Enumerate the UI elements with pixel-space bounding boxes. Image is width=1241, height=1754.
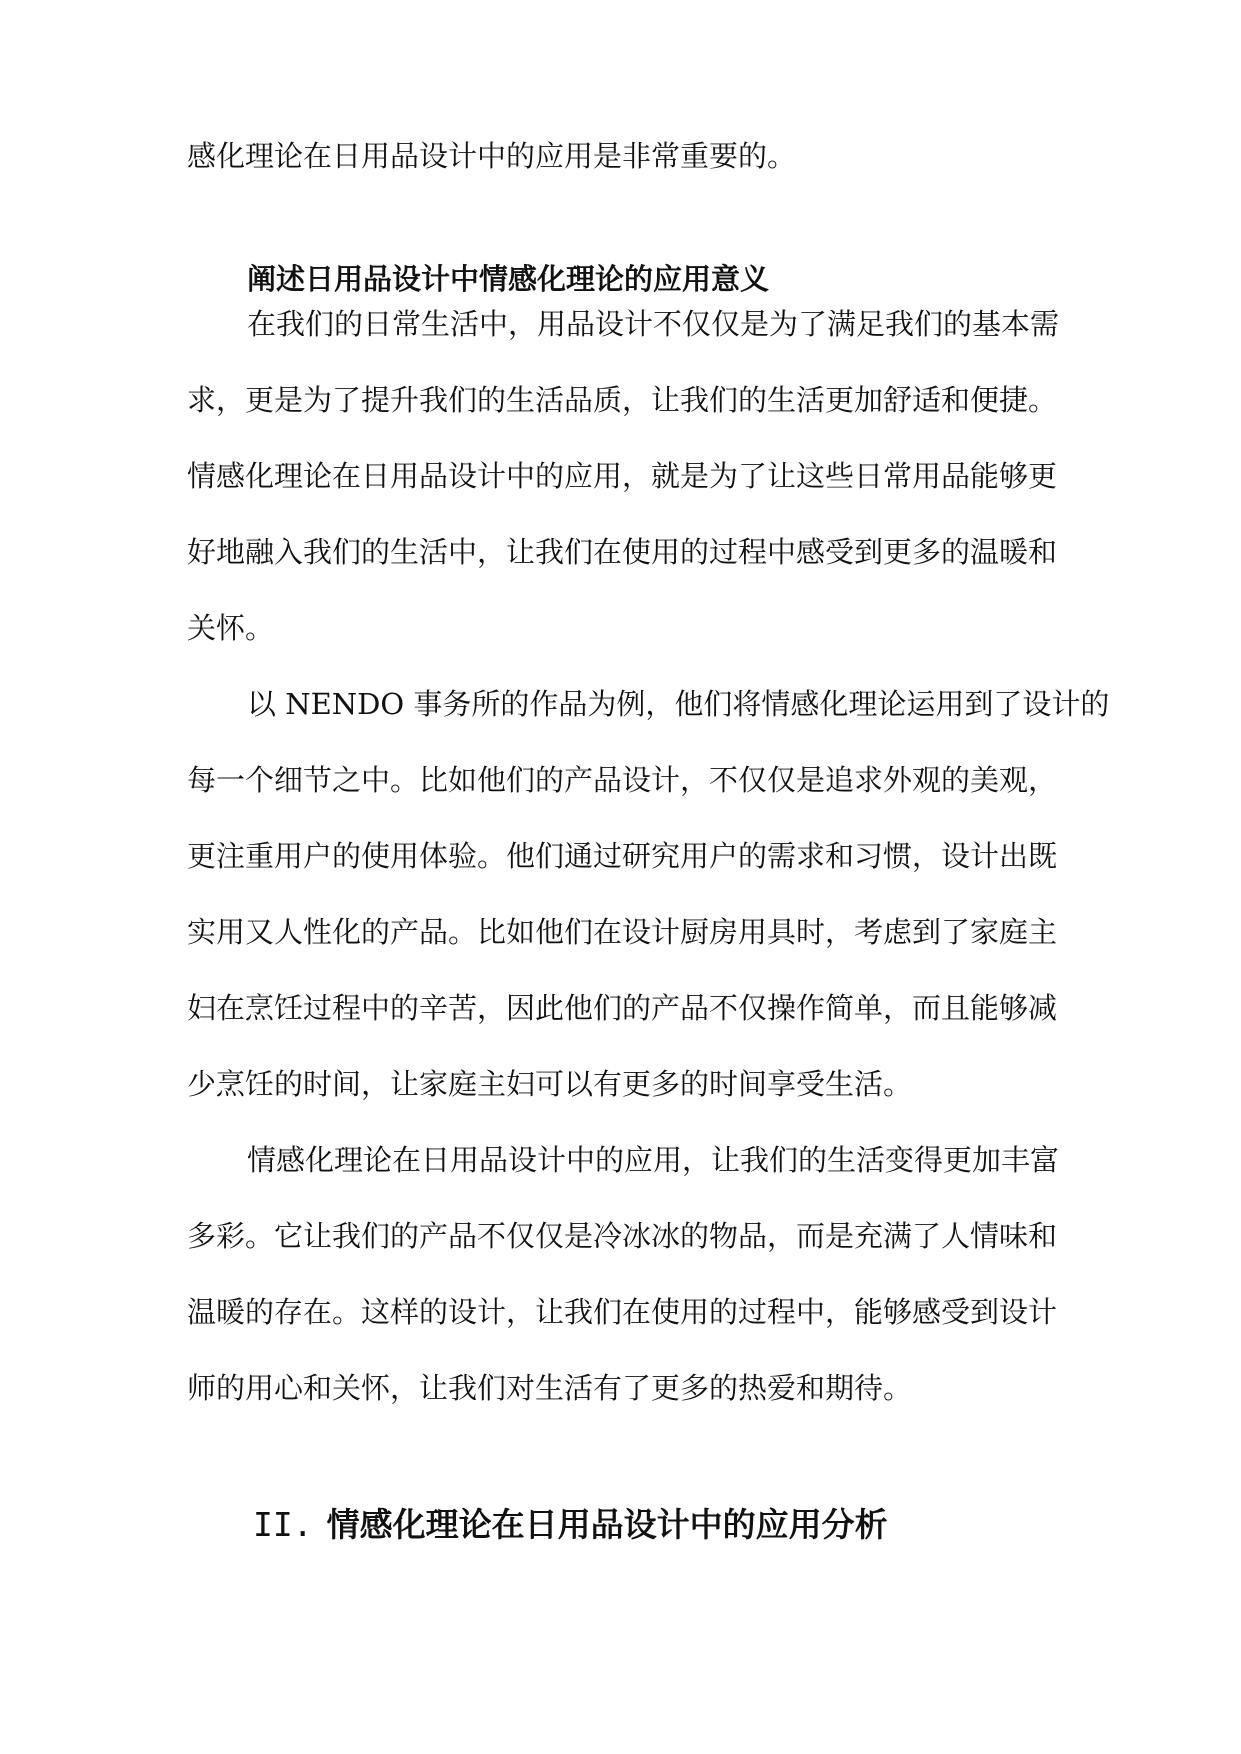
intro-fragment: 感化理论在日用品设计中的应用是非常重要的。 (187, 139, 797, 173)
paragraph-line: 实用又人性化的产品。比如他们在设计厨房用具时，考虑到了家庭主 (187, 915, 1058, 949)
chapter-heading (253, 1495, 888, 1555)
paragraph-line: 以 NENDO 事务所的作品为例，他们将情感化理论运用到了设计的 (247, 687, 1110, 721)
paragraph-line: 更注重用户的使用体验。他们通过研究用户的需求和习惯，设计出既 (187, 839, 1058, 873)
chapter-number: II. (253, 1505, 313, 1544)
paragraph-2 (187, 666, 1110, 1122)
paragraph-line: 好地融入我们的生活中，让我们在使用的过程中感受到更多的温暖和 (187, 535, 1058, 569)
paragraph-line: 每一个细节之中。比如他们的产品设计，不仅仅是追求外观的美观， (187, 763, 1058, 797)
paragraph-line: 多彩。它让我们的产品不仅仅是冷冰冰的物品，而是充满了人情味和 (187, 1219, 1058, 1253)
paragraph-1 (187, 286, 1060, 666)
chapter-title: 情感化理论在日用品设计中的应用分析 (326, 1505, 888, 1544)
paragraph-line: 情感化理论在日用品设计中的应用，就是为了让这些日常用品能够更 (187, 459, 1058, 493)
paragraph-line: 关怀。 (187, 611, 275, 645)
paragraph-line: 在我们的日常生活中，用品设计不仅仅是为了满足我们的基本需 (247, 307, 1060, 341)
paragraph-line: 求，更是为了提升我们的生活品质，让我们的生活更加舒适和便捷。 (187, 383, 1058, 417)
paragraph-line: 情感化理论在日用品设计中的应用，让我们的生活变得更加丰富 (247, 1143, 1060, 1177)
paragraph-line: 温暖的存在。这样的设计，让我们在使用的过程中，能够感受到设计 (187, 1295, 1058, 1329)
section-heading: 阐述日用品设计中情感化理论的应用意义 (247, 262, 770, 296)
paragraph-line: 少烹饪的时间，让家庭主妇可以有更多的时间享受生活。 (187, 1067, 913, 1101)
paragraph-line: 妇在烹饪过程中的辛苦，因此他们的产品不仅操作简单，而且能够减 (187, 991, 1058, 1025)
paragraph-3 (187, 1122, 1060, 1426)
paragraph-line: 师的用心和关怀，让我们对生活有了更多的热爱和期待。 (187, 1371, 913, 1405)
